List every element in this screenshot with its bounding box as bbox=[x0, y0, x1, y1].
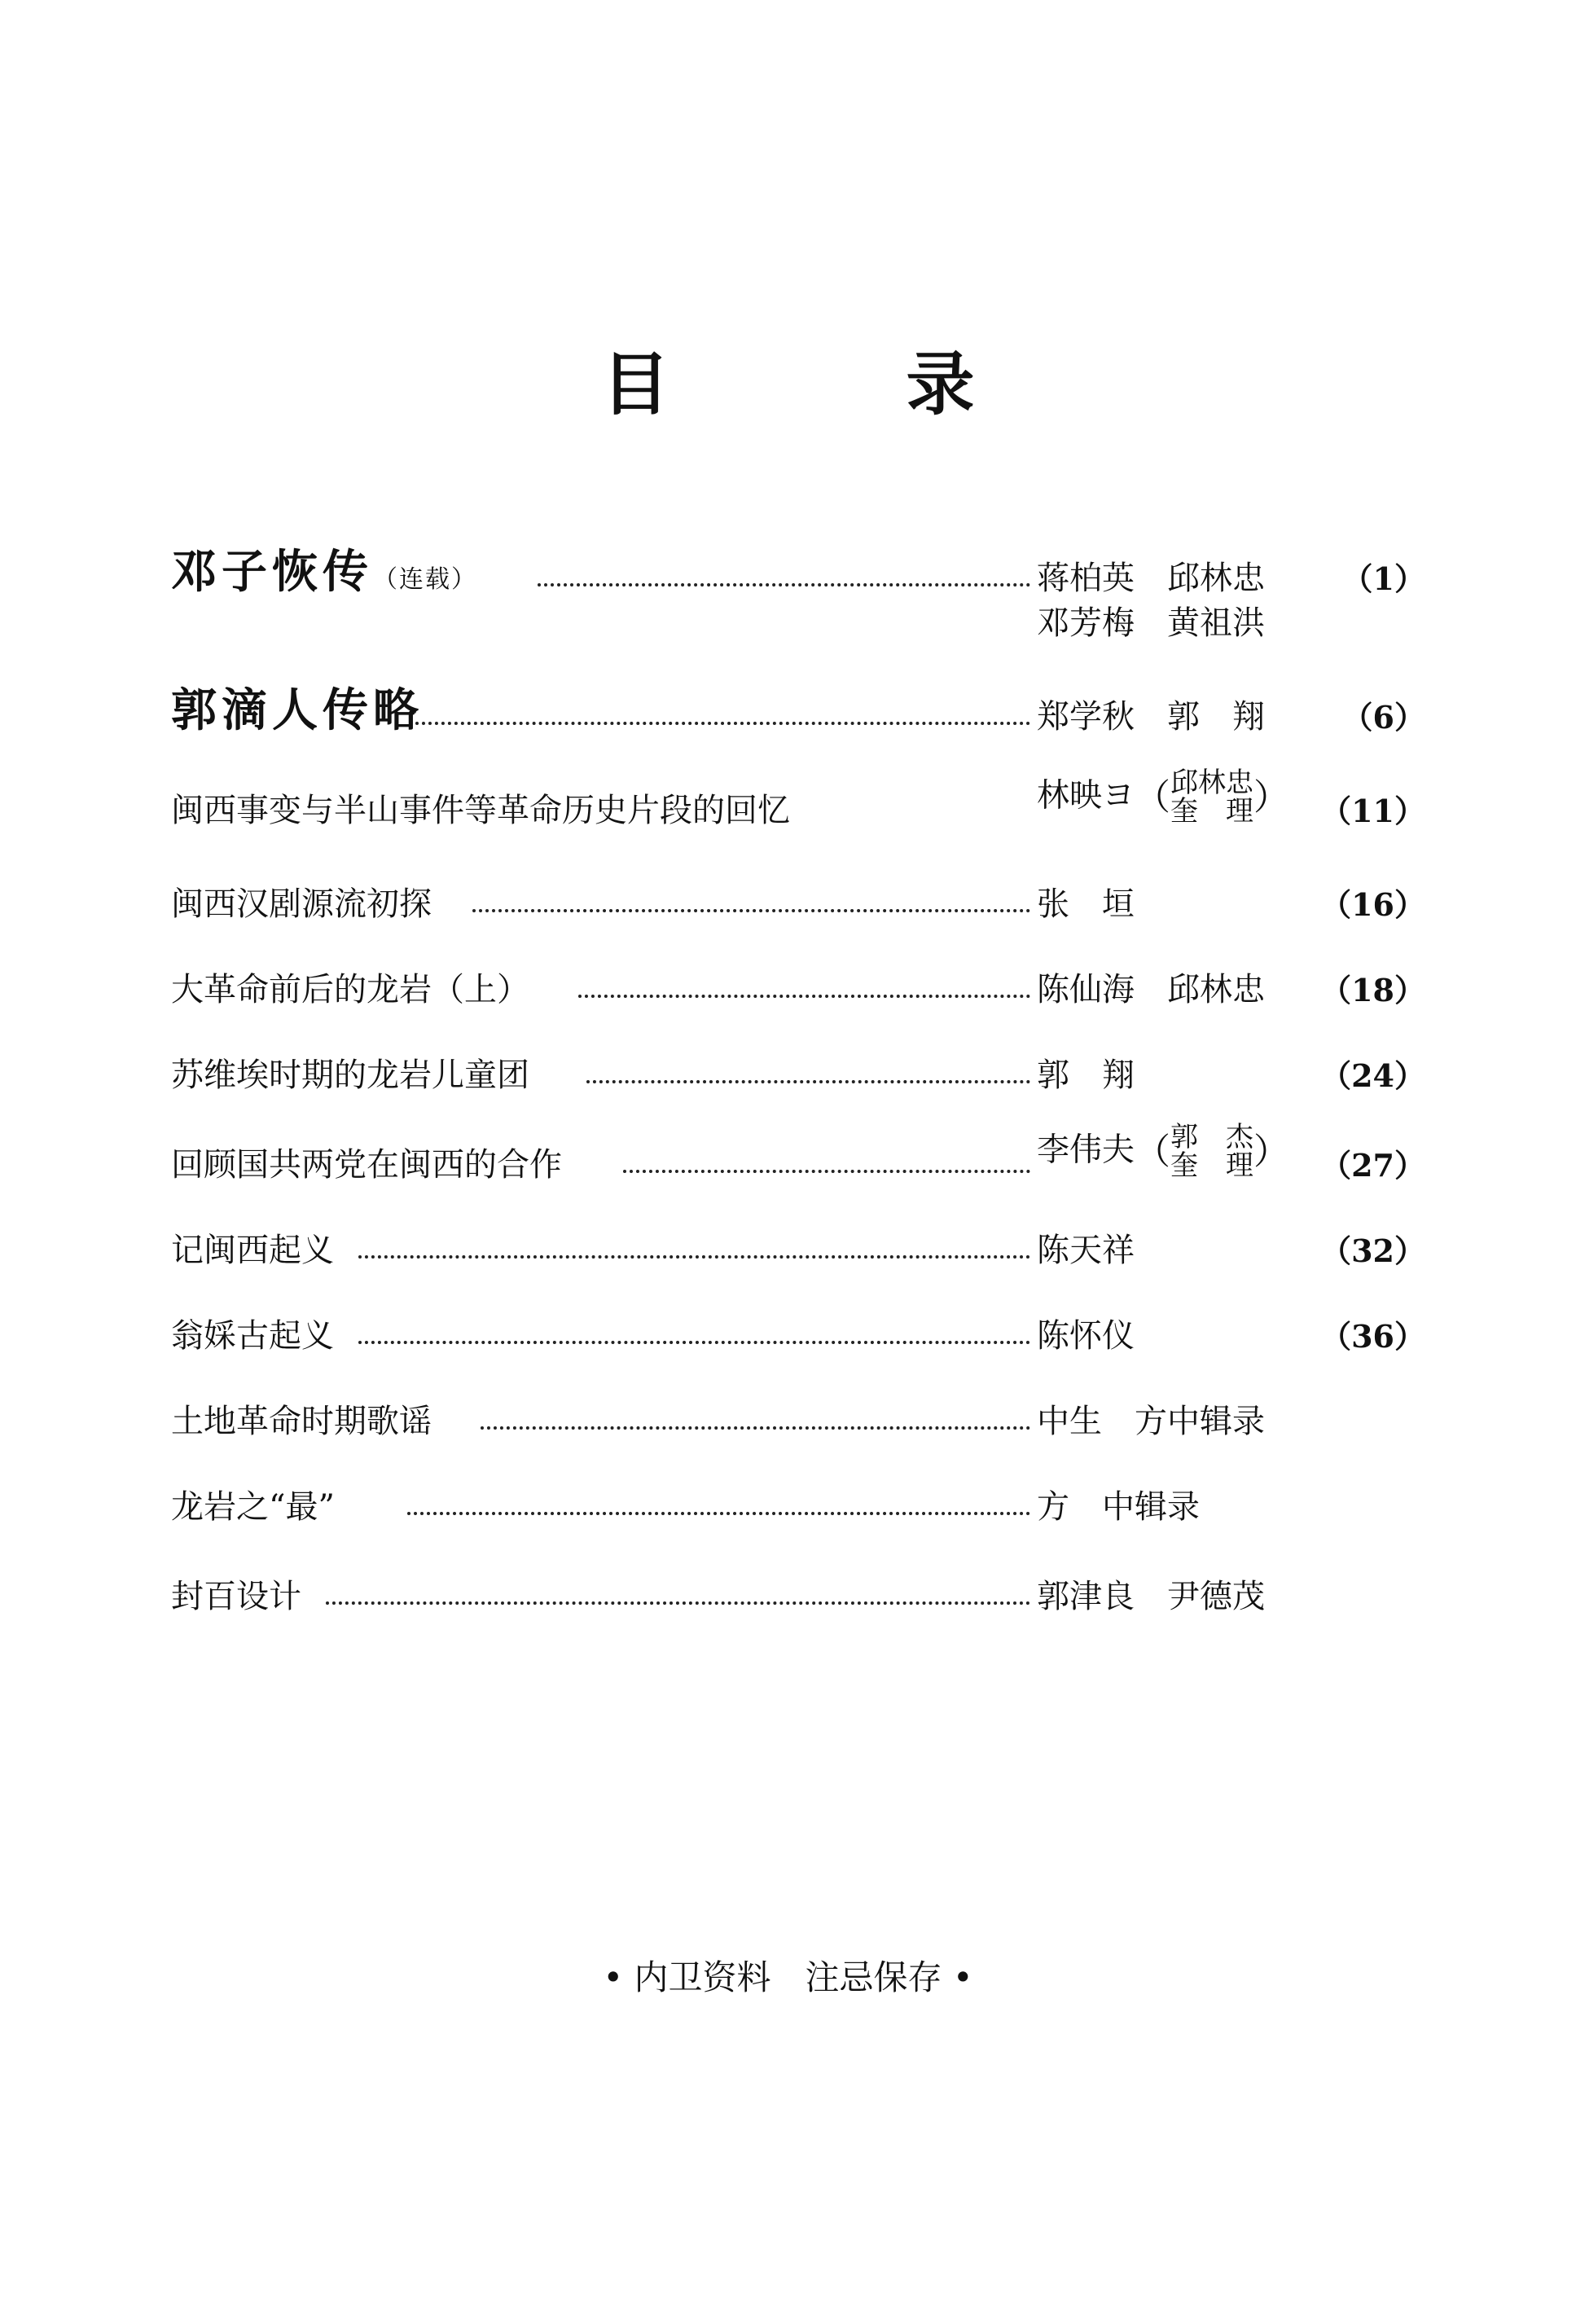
dot-leader bbox=[326, 1601, 1030, 1605]
toc-entry[interactable] bbox=[171, 1364, 1425, 1438]
entry-title: 邓子恢传（连载） bbox=[171, 545, 477, 599]
entry-page: （6） bbox=[1341, 699, 1425, 736]
dot-leader bbox=[586, 1080, 1030, 1083]
dot-leader bbox=[472, 909, 1030, 912]
toc-entry[interactable] bbox=[171, 1279, 1425, 1355]
dot-leader bbox=[358, 1255, 1030, 1259]
entry-title: 龙岩之“最” bbox=[171, 1488, 335, 1526]
toc-entry[interactable] bbox=[171, 1018, 1425, 1092]
entry-author: 陈天祥 bbox=[1037, 1232, 1135, 1269]
entry-author: 郭津良 尹德茂 bbox=[1037, 1578, 1265, 1615]
entry-title: 土地革命时期歌谣 bbox=[171, 1403, 432, 1440]
footer-note: • 内卫资料 注忌保存 • bbox=[603, 1957, 973, 1997]
entry-title: 记闽西起义 bbox=[171, 1232, 334, 1269]
entry-author: 张 垣 bbox=[1037, 885, 1135, 923]
entry-title: 翁婇古起义 bbox=[171, 1317, 334, 1355]
entry-author-second-line: 邓芳梅 黄祖洪 bbox=[1037, 604, 1265, 642]
entry-page: （16） bbox=[1320, 886, 1425, 923]
dot-leader bbox=[481, 1426, 1030, 1430]
toc-entry[interactable] bbox=[171, 753, 1425, 827]
toc-entry[interactable] bbox=[171, 1450, 1425, 1526]
entry-author: 郭 翔 bbox=[1037, 1057, 1135, 1094]
entry-title: 闽西事变与半山事件等革命历史片段的回忆 bbox=[171, 792, 790, 829]
dot-leader bbox=[623, 1170, 1030, 1173]
editor-stack: 邱林忠 奎 理 bbox=[1170, 766, 1253, 828]
entry-author: 林映ヨ（ 邱林忠 奎 理 ） bbox=[1037, 766, 1289, 828]
toc-entry[interactable] bbox=[171, 521, 1425, 642]
entry-page: （32） bbox=[1320, 1232, 1425, 1269]
toc-heading-left: 目 bbox=[601, 344, 670, 424]
entry-author: 方 中辑录 bbox=[1037, 1488, 1200, 1526]
toc-entry[interactable] bbox=[171, 1108, 1425, 1184]
entry-page: （1） bbox=[1341, 560, 1425, 597]
dot-leader bbox=[407, 1512, 1030, 1515]
entry-page: （18） bbox=[1320, 972, 1425, 1008]
editor-stack: 郭 杰 奎 理 bbox=[1170, 1120, 1253, 1183]
toc-entry[interactable] bbox=[171, 933, 1425, 1006]
entry-author: 陈怀仪 bbox=[1037, 1317, 1135, 1355]
entry-page: （36） bbox=[1320, 1318, 1425, 1355]
entry-title: 苏维埃时期的龙岩儿童团 bbox=[171, 1057, 529, 1094]
dot-leader bbox=[578, 995, 1030, 998]
entry-subtitle: （连载） bbox=[373, 565, 477, 594]
entry-title: 封百设计 bbox=[171, 1578, 301, 1615]
entry-author: 中生 方中辑录 bbox=[1037, 1403, 1265, 1440]
entry-author: 蒋柏英 邱林忠 bbox=[1037, 560, 1265, 597]
toc-entry[interactable] bbox=[171, 847, 1425, 923]
entry-title: 闽西汉剧源流初探 bbox=[171, 885, 432, 923]
entry-author: 郑学秋 郭 翔 bbox=[1037, 698, 1265, 736]
entry-page: （11） bbox=[1320, 793, 1425, 829]
entry-title: 回顾国共两党在闽西的合作 bbox=[171, 1146, 562, 1184]
toc-entry[interactable] bbox=[171, 660, 1425, 737]
author-name: 李伟夫 bbox=[1037, 1131, 1135, 1169]
toc-heading-right: 录 bbox=[906, 344, 975, 424]
dot-leader bbox=[415, 722, 1030, 725]
entry-author: 陈仙海 邱林忠 bbox=[1037, 971, 1265, 1008]
dot-leader bbox=[538, 583, 1030, 586]
entry-title: 大革命前后的龙岩（上） bbox=[171, 971, 529, 1008]
dot-leader bbox=[358, 1341, 1030, 1344]
entry-page: （24） bbox=[1320, 1057, 1425, 1094]
toc-entry[interactable] bbox=[171, 1540, 1425, 1613]
entry-page: （27） bbox=[1320, 1147, 1425, 1184]
author-name: 林映ヨ bbox=[1037, 776, 1135, 815]
entry-author: 李伟夫（ 郭 杰 奎 理 ） bbox=[1037, 1120, 1289, 1183]
toc-entry[interactable] bbox=[171, 1193, 1425, 1267]
entry-title: 郭滴人传略 bbox=[171, 683, 424, 737]
